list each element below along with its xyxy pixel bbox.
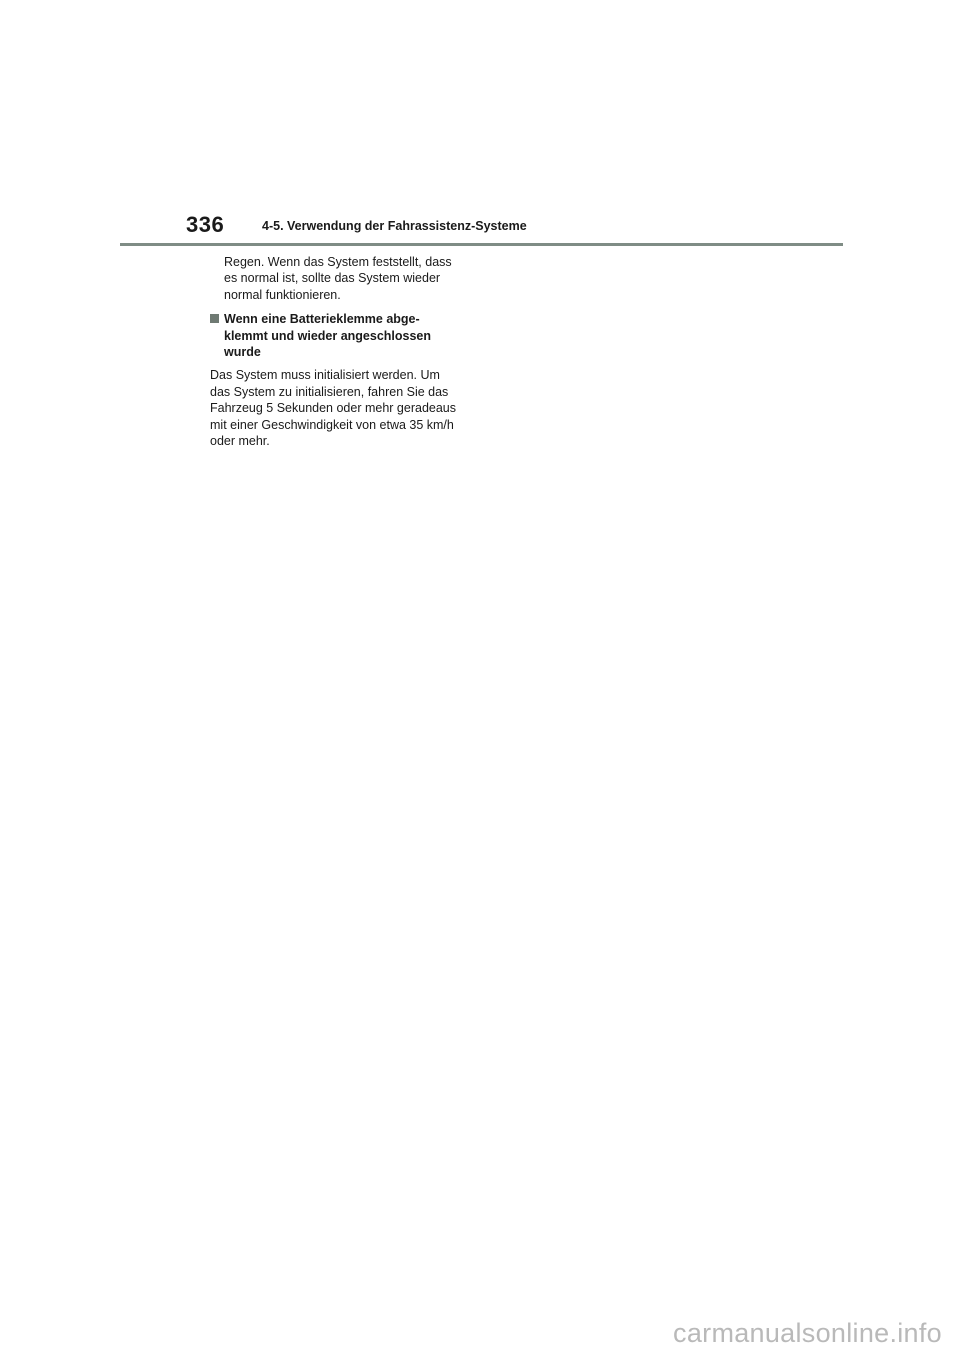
body-paragraph: [210, 367, 468, 449]
text-line: mit einer Geschwindigkeit von etwa 35 km/h: [210, 417, 454, 432]
header-divider: [120, 243, 843, 246]
subheading-line: klemmt und wieder angeschlossen: [224, 328, 432, 343]
text-line: Regen. Wenn das System feststellt, dass: [224, 255, 452, 269]
square-bullet-icon: [210, 314, 219, 323]
text-line: normal funktionieren.: [224, 287, 341, 302]
text-line: es normal ist, sollte das System wieder: [224, 271, 441, 286]
text-line: oder mehr.: [210, 434, 270, 449]
page-number: 336: [186, 212, 225, 237]
subheading-line: Wenn eine Batterieklemme abge-: [224, 312, 420, 327]
section-title: 4-5. Verwendung der Fahrassistenz-Systeme: [262, 219, 527, 233]
text-line: das System zu initialisieren, fahren Sie das: [210, 384, 449, 399]
page-content: [210, 254, 468, 449]
text-line: Fahrzeug 5 Sekunden oder mehr geradeaus: [210, 401, 456, 416]
continued-paragraph: [224, 254, 468, 303]
watermark: carmanualsonline.info: [673, 1318, 942, 1348]
subheading: [210, 311, 468, 360]
subheading-line: wurde: [224, 345, 261, 360]
text-line: Das System muss initialisiert werden. Um: [210, 368, 440, 383]
